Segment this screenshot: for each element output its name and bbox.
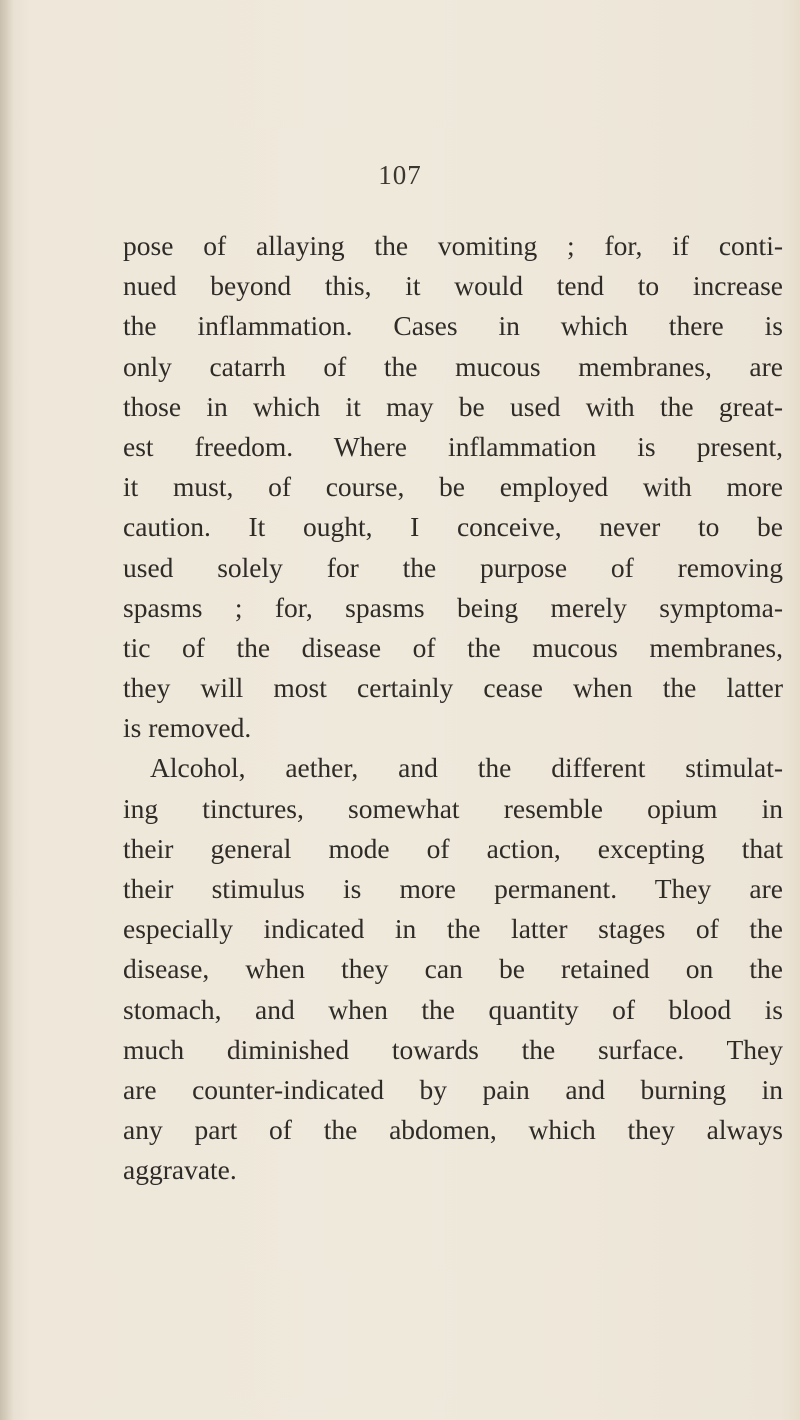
text-line: caution. It ought, I conceive, never to be (123, 511, 783, 543)
text-line: are counter-indicated by pain and burning in (123, 1073, 783, 1105)
text-line: est freedom. Where inflammation is present, (123, 430, 783, 462)
text-line: much diminished towards the surface. They (123, 1033, 783, 1065)
text-line: pose of allaying the vomiting ; for, if conti- (123, 230, 783, 261)
text-line: nued beyond this, it would tend to increase (123, 270, 783, 302)
text-line: those in which it may be used with the great- (123, 390, 783, 422)
paragraph-start-line: Alcohol, aether, and the different stimulat- (150, 752, 783, 784)
text-line: any part of the abdomen, which they always (123, 1114, 783, 1146)
text-line: stomach, and when the quantity of blood is (123, 993, 783, 1025)
page-gutter-shadow (0, 0, 14, 1420)
text-line: disease, when they can be retained on the (123, 953, 783, 985)
text-line: the inflammation. Cases in which there is (123, 310, 783, 342)
text-line: is removed. (123, 712, 252, 744)
text-line: spasms ; for, spasms being merely symptoma- (123, 591, 783, 623)
page-number: 107 (378, 160, 422, 190)
text-line: aggravate. (123, 1154, 237, 1186)
text-line: it must, of course, be employed with more (123, 471, 783, 503)
text-line: their general mode of action, excepting that (123, 832, 783, 864)
text-line: only catarrh of the mucous membranes, are (123, 350, 783, 382)
text-line: tic of the disease of the mucous membranes, (123, 631, 783, 663)
body-text (123, 226, 783, 1191)
text-line: ing tinctures, somewhat resemble opium in (123, 792, 783, 824)
text-line: their stimulus is more permanent. They are (123, 873, 783, 904)
text-line: used solely for the purpose of removing (123, 551, 783, 583)
text-line: especially indicated in the latter stages of the (123, 913, 783, 945)
text-line: they will most certainly cease when the latter (123, 672, 783, 704)
